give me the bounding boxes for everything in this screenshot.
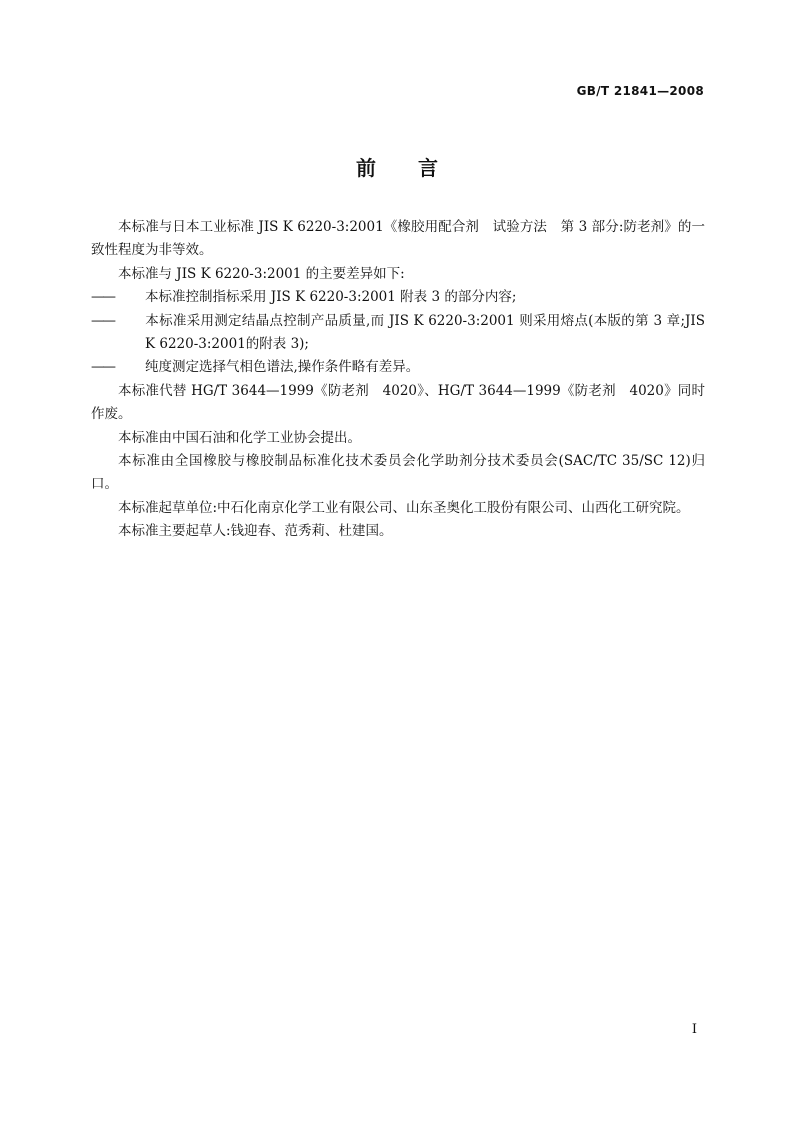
difference-item-text: 本标准采用测定结晶点控制产品质量,而 JIS K 6220-3:2001 则采用熔点(本版的第 3 章;JIS K 6220-3:2001的附表 3);	[145, 312, 705, 353]
dash-mark: ——	[91, 359, 114, 376]
paragraph-administered-by: 本标准由全国橡胶与橡胶制品标准化技术委员会化学助剂分技术委员会(SAC/TC 35/SC 12)归口。	[91, 453, 705, 493]
page-title: 前言	[356, 156, 480, 180]
paragraph-differences-intro: 本标准与 JIS K 6220-3:2001 的主要差异如下:	[118, 265, 405, 282]
paragraph-replaces: 本标准代替 HG/T 3644—1999《防老剂 4020》、HG/T 3644—1999《防老剂 4020》同时作废。	[91, 382, 705, 423]
dash-mark: ——	[91, 312, 114, 329]
paragraph-equivalence: 本标准与日本工业标准 JIS K 6220-3:2001《橡胶用配合剂 试验方法 第 3 部分:防老剂》的一致性程度为非等效。	[91, 219, 705, 259]
difference-item-text: 本标准控制指标采用 JIS K 6220-3:2001 附表 3 的部分内容;	[145, 289, 517, 306]
paragraph-proposed-by: 本标准由中国石油和化学工业协会提出。	[118, 429, 361, 446]
page-number: I	[691, 1022, 697, 1037]
standard-code: GB/T 21841—2008	[576, 84, 704, 98]
difference-item-text: 纯度测定选择气相色谱法,操作条件略有差异。	[145, 359, 420, 376]
paragraph-drafting-units: 本标准起草单位:中石化南京化学工业有限公司、山东圣奥化工股份有限公司、山西化工研究院。	[118, 499, 690, 516]
difference-item	[91, 286, 705, 309]
dash-mark: ——	[91, 289, 114, 306]
difference-item	[91, 356, 705, 379]
foreword-body	[91, 216, 705, 544]
difference-item	[91, 310, 705, 357]
paragraph-drafters: 本标准主要起草人:钱迎春、范秀莉、杜建国。	[118, 523, 393, 540]
